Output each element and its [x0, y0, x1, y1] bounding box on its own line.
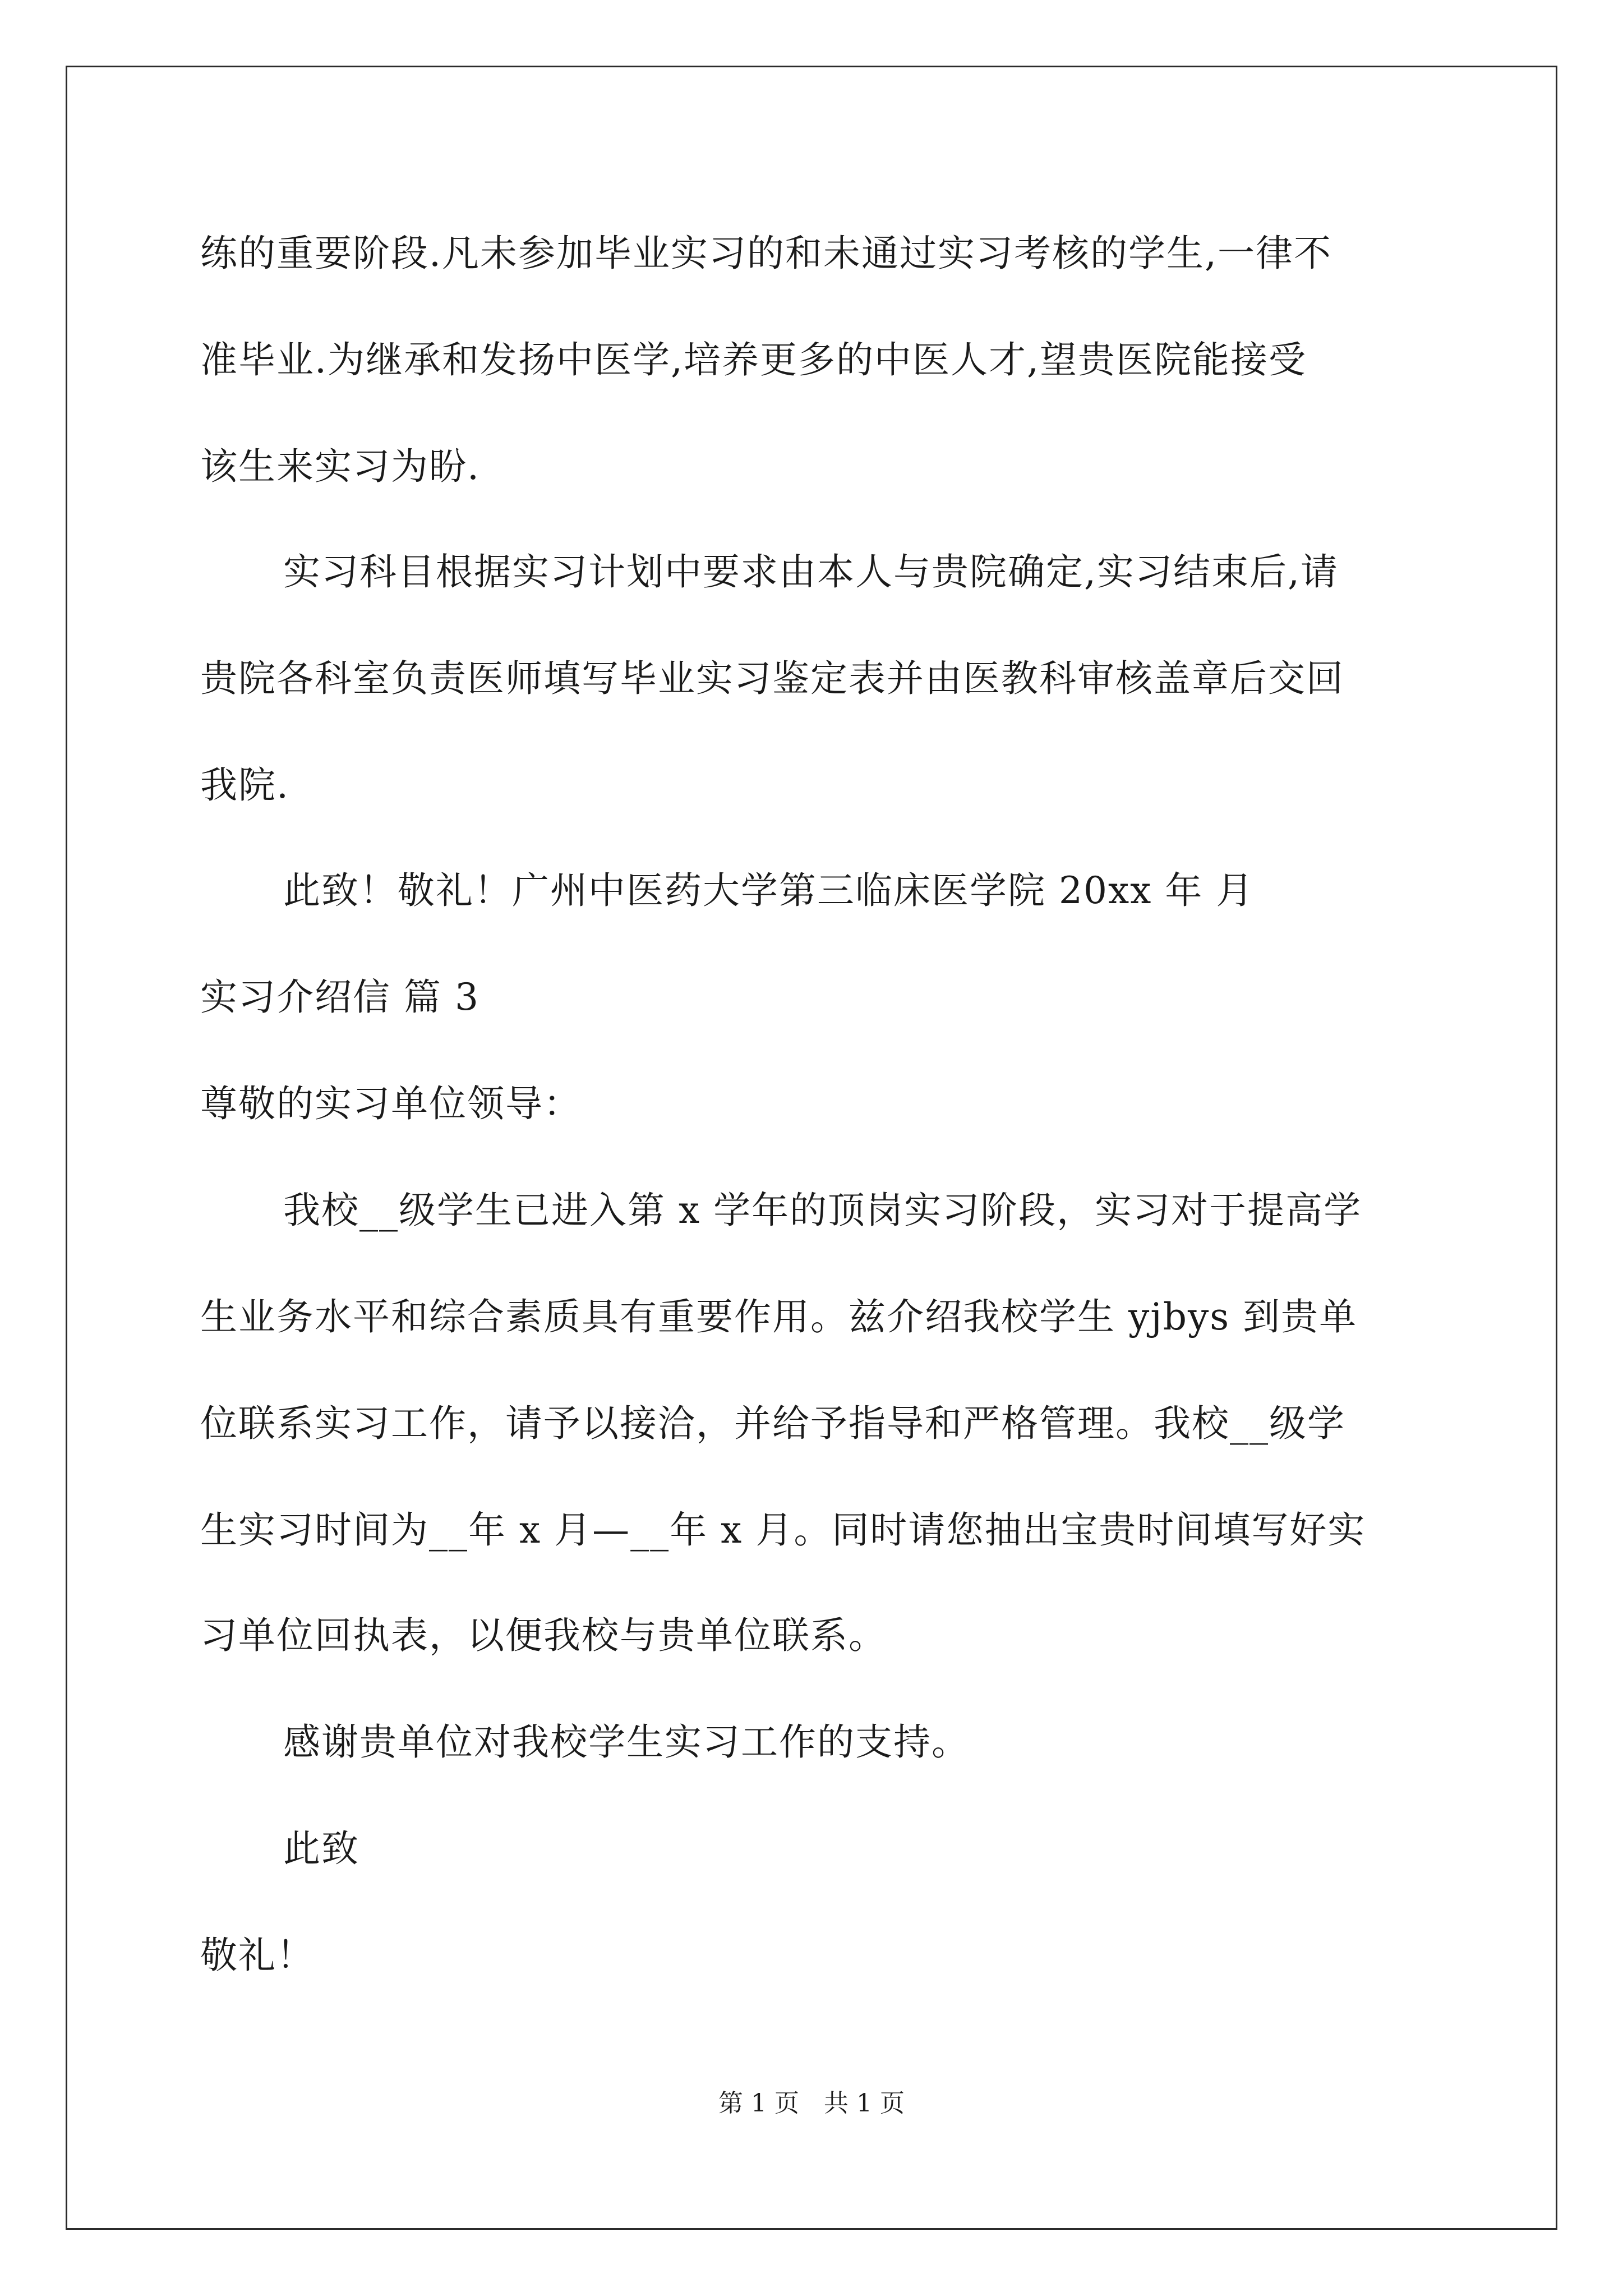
- section-heading: 实习介绍信 篇 3: [200, 976, 479, 1019]
- text-line: 该生来实习为盼.: [200, 445, 480, 488]
- text-line: 感谢贵单位对我校学生实习工作的支持。: [283, 1720, 970, 1764]
- text-line: 生实习时间为__年 x 月—__年 x 月。同时请您抽出宝贵时间填写好实: [200, 1508, 1366, 1552]
- text-line: 习单位回执表，以便我校与贵单位联系。: [200, 1614, 887, 1657]
- text-line: 生业务水平和综合素质具有重要作用。兹介绍我校学生 yjbys 到贵单: [200, 1295, 1358, 1338]
- page-border: [66, 66, 1557, 2230]
- closing: 此致: [283, 1827, 359, 1870]
- closing-regards: 敬礼！: [200, 1934, 315, 1977]
- text-line: 位联系实习工作，请予以接洽，并给予指导和严格管理。我校__级学: [200, 1402, 1345, 1445]
- text-line: 此致！敬礼！广州中医药大学第三临床医学院 20xx 年 月: [283, 869, 1255, 912]
- salutation: 尊敬的实习单位领导：: [200, 1082, 582, 1125]
- text-line: 我校__级学生已进入第 x 学年的顶岗实习阶段，实习对于提高学: [283, 1189, 1362, 1232]
- page-footer: 第 1 页 共 1 页: [718, 2089, 905, 2118]
- text-line: 贵院各科室负责医师填写毕业实习鉴定表并由医教科审核盖章后交回: [200, 657, 1344, 700]
- text-line: 练的重要阶段.凡未参加毕业实习的和未通过实习考核的学生,一律不: [200, 232, 1332, 275]
- text-line: 我院.: [200, 763, 289, 807]
- text-line: 实习科目根据实习计划中要求由本人与贵院确定,实习结束后,请: [283, 550, 1339, 593]
- text-line: 准毕业.为继承和发扬中医学,培养更多的中医人才,望贵医院能接受: [200, 338, 1307, 381]
